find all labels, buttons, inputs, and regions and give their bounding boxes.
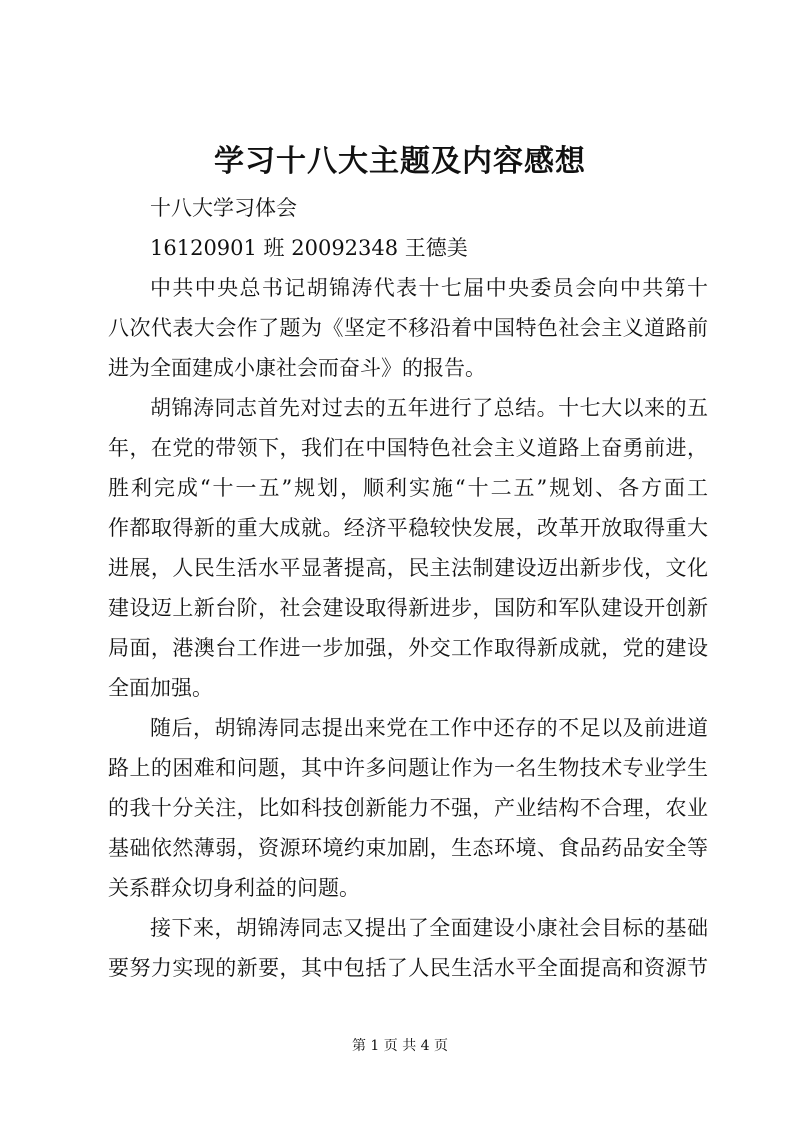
paragraph-line: 要努力实现的新要，其中包括了人民生活水平全面提高和资源节 [108,956,708,980]
paragraph-line: 胡锦涛同志首先对过去的五年进行了总结。十七大以来的五 [150,396,708,420]
paragraph-line: 建设迈上新台阶，社会建设取得新进步，国防和军队建设开创新 [108,596,708,620]
paragraph-line: 进展，人民生活水平显著提高，民主法制建设迈出新步伐，文化 [108,556,708,580]
paragraph-line: 胜利完成“十一五”规划，顺利实施“十二五”规划、各方面工 [108,476,708,500]
paragraph-line: 进为全面建成小康社会而奋斗》的报告。 [108,356,486,380]
paragraph-line: 随后，胡锦涛同志提出来党在工作中还存的不足以及前进道 [150,716,708,740]
paragraph-line: 中共中央总书记胡锦涛代表十七届中央委员会向中共第十 [150,276,708,300]
paragraph-line: 作都取得新的重大成就。经济平稳较快发展，改革开放取得重大 [108,516,708,540]
subtitle: 十八大学习体会 [150,196,297,220]
paragraph-line: 年，在党的带领下，我们在中国特色社会主义道路上奋勇前进， [108,436,708,460]
paragraph-line: 关系群众切身利益的问题。 [108,876,360,900]
paragraph-line: 的我十分关注，比如科技创新能力不强，产业结构不合理，农业 [108,796,708,820]
paragraph-line: 局面，港澳台工作进一步加强，外交工作取得新成就，党的建设 [108,636,708,660]
paragraph-line: 八次代表大会作了题为《坚定不移沿着中国特色社会主义道路前 [108,316,708,340]
paragraph-line: 全面加强。 [108,676,213,700]
document-title: 学习十八大主题及内容感想 [214,144,586,179]
author-line: 16120901 班 20092348 王德美 [150,236,468,260]
page-footer: 第 1 页 共 4 页 [351,1038,449,1054]
paragraph-line: 路上的困难和问题，其中许多问题让作为一名生物技术专业学生 [108,756,708,780]
paragraph-line: 基础依然薄弱，资源环境约束加剧，生态环境、食品药品安全等 [108,836,708,860]
paragraph-line: 接下来，胡锦涛同志又提出了全面建设小康社会目标的基础 [150,916,708,940]
